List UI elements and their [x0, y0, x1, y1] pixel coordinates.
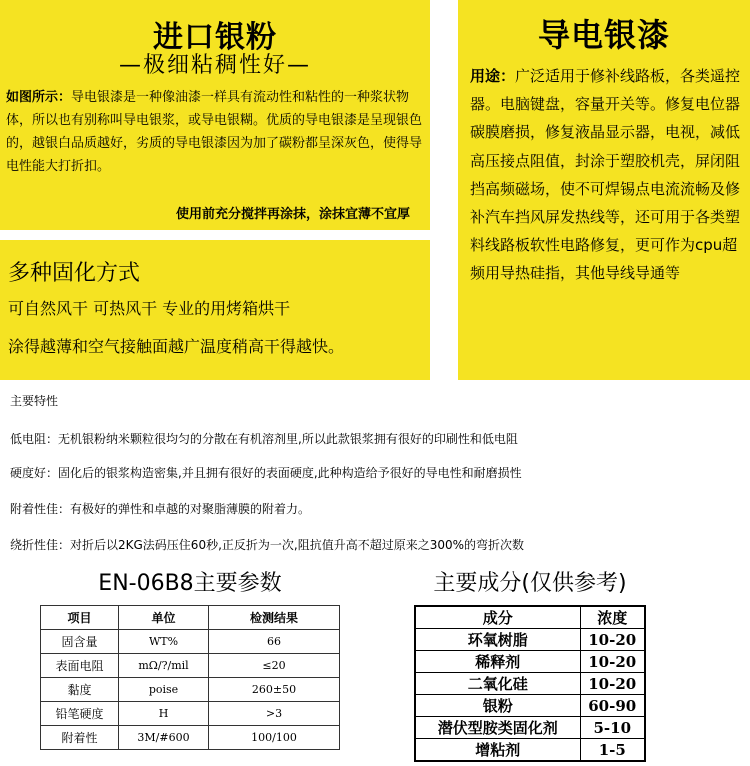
usage-lead: 用途： — [470, 67, 516, 85]
table-cell: 5-10 — [580, 717, 645, 739]
curing-line-2: 涂得越薄和空气接触面越广温度稍高干得越快。 — [8, 337, 345, 356]
table-cell: 10-20 — [580, 651, 645, 673]
header-cell: 浓度 — [580, 606, 645, 629]
curing-methods-panel — [0, 240, 430, 380]
table-cell: ≤20 — [209, 654, 340, 678]
table-cell: 表面电阻 — [41, 654, 119, 678]
silver-powder-description — [6, 86, 426, 178]
parameters-table — [40, 605, 340, 750]
feature-item: 硬度好：固化后的银浆构造密集,并且拥有很好的表面硬度,此种构造给予很好的导电性和耐磨损性 — [10, 466, 522, 480]
table-cell: poise — [119, 678, 209, 702]
header-cell: 检测结果 — [209, 606, 340, 630]
table-row — [41, 702, 340, 726]
composition-table — [414, 605, 646, 762]
table-cell: H — [119, 702, 209, 726]
usage-body: 广泛适用于修补线路板，各类遥控器。电脑键盘，容量开关等。修复电位器碳膜磨损，修复液晶显示器，电视，减低高压接点阻值，封涂于塑胶机壳，屏闭阻挡高频磁场，使不可焊锡点电流流畅及修补汽车挡风屏发热线等，还可用于各类塑料线路板软性电路修复，更可作为cpu超频用导热硅指，其他导线导通等 — [470, 67, 741, 283]
table-row — [415, 739, 645, 762]
parameters-title: EN-06B8主要参数 — [98, 571, 282, 596]
table-row — [415, 651, 645, 673]
table-cell: WT% — [119, 630, 209, 654]
table-cell: 100/100 — [209, 726, 340, 750]
curing-methods-title: 多种固化方式 — [8, 261, 141, 286]
description-lead: 如图所示： — [6, 90, 72, 105]
header-cell: 成分 — [415, 606, 580, 629]
table-cell: 稀释剂 — [415, 651, 580, 673]
table-row — [415, 717, 645, 739]
table-cell: 银粉 — [415, 695, 580, 717]
conductive-paint-panel — [458, 0, 750, 380]
table-cell: 1-5 — [580, 739, 645, 762]
feature-item: 低电阻：无机银粉纳米颗粒很均匀的分散在有机溶剂里,所以此款银浆拥有很好的印刷性和低电阻 — [10, 432, 518, 446]
table-cell: 60-90 — [580, 695, 645, 717]
table-cell: 黏度 — [41, 678, 119, 702]
table-row — [41, 654, 340, 678]
features-heading: 主要特性 — [10, 394, 59, 408]
table-cell: 增粘剂 — [415, 739, 580, 762]
table-row — [41, 726, 340, 750]
table-cell: >3 — [209, 702, 340, 726]
feature-item: 附着性佳：有极好的弹性和卓越的对聚脂薄膜的附着力。 — [10, 502, 311, 516]
header-cell: 项目 — [41, 606, 119, 630]
silver-powder-subtitle: —极细粘稠性好— — [118, 53, 311, 78]
table-cell: 潜伏型胺类固化剂 — [415, 717, 580, 739]
table-cell: 3M/#600 — [119, 726, 209, 750]
description-body: 导电银漆是一种像油漆一样具有流动性和粘性的一种浆状物体，所以也有别称叫导电银浆，或导电银糊。优质的导电银漆是呈现银色的，越银白品质越好，劣质的导电银漆因为加了碳粉都呈深灰色，使得导电性能大打折扣。 — [6, 90, 423, 174]
table-header-row — [415, 606, 645, 629]
header-cell: 单位 — [119, 606, 209, 630]
silver-powder-panel — [0, 0, 430, 230]
table-cell: 环氧树脂 — [415, 629, 580, 651]
usage-description — [470, 62, 742, 288]
table-cell: 10-20 — [580, 629, 645, 651]
table-cell: 附着性 — [41, 726, 119, 750]
table-cell: 铅笔硬度 — [41, 702, 119, 726]
curing-line-1: 可自然风干 可热风干 专业的用烤箱烘干 — [8, 299, 291, 318]
table-row — [41, 630, 340, 654]
silver-powder-title: 进口银粉 — [153, 20, 277, 55]
table-cell: 260±50 — [209, 678, 340, 702]
composition-title: 主要成分(仅供参考) — [433, 571, 627, 596]
table-row — [41, 678, 340, 702]
usage-note: 使用前充分搅拌再涂抹，涂抹宜薄不宜厚 — [175, 207, 410, 222]
table-row — [415, 673, 645, 695]
table-row — [415, 695, 645, 717]
table-header-row — [41, 606, 340, 630]
table-cell: 固含量 — [41, 630, 119, 654]
table-cell: 66 — [209, 630, 340, 654]
conductive-paint-title: 导电银漆 — [537, 16, 670, 54]
table-row — [415, 629, 645, 651]
table-cell: 二氧化硅 — [415, 673, 580, 695]
feature-item: 绕折性佳：对折后以2KG法码压住60秒,正反折为一次,阻抗值升高不超过原来之300%的弯折次数 — [10, 538, 525, 552]
table-cell: 10-20 — [580, 673, 645, 695]
table-cell: mΩ/?/mil — [119, 654, 209, 678]
